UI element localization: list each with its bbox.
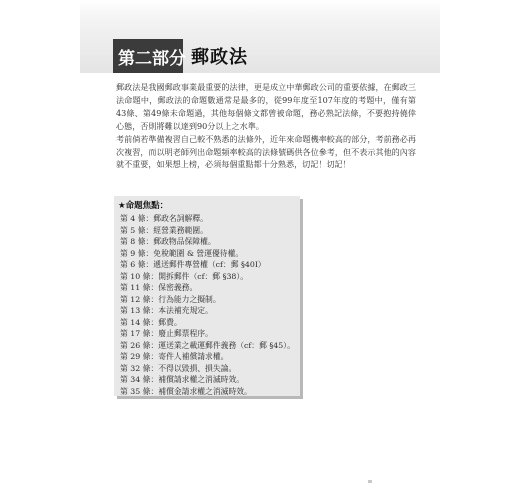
exam-focus-title: ★命題焦點： [118, 201, 169, 211]
part-label: 第二部分 [118, 49, 186, 69]
focus-item: 第 17 條：廢止郵票程序。 [120, 329, 213, 338]
focus-item: 第 34 條：補償請求權之消滅時效。 [120, 375, 245, 384]
focus-item: 第 8 條：郵政物品保障權。 [120, 237, 216, 246]
focus-item: 第 13 條：本法補充規定。 [120, 306, 213, 315]
focus-item: 第 4 條：郵政名詞解釋。 [120, 214, 208, 223]
focus-item: 第 26 條：運送業之載運郵件義務（cf：郵 §45）。 [120, 340, 295, 350]
focus-item: 第 6 條：遞送郵件專營權（cf：郵 §40Ⅰ） [120, 260, 266, 269]
focus-item: 第 14 條：郵費。 [120, 317, 182, 327]
intro-text [116, 81, 416, 171]
focus-item: 第 10 條：開拆郵件（cf：郵 §38）。 [120, 271, 249, 281]
focus-item: 第 29 條：寄件人補償請求權。 [120, 352, 229, 361]
page-marker [368, 480, 372, 483]
focus-item: 第 32 條：不得以毀損、損失論。 [120, 363, 237, 373]
focus-item: 第 9 條：免稅範圍 & 營運優待權。 [120, 248, 244, 258]
intro-paragraph-2: 考前倘若準備複習自己較不熟悉的法條外，近年來命題機率較高的部分，考前務必再次複習，而以明老師列出命題頻率較高的法條號碼供各位參考，但不表示其他的內容就不重要，如果想上榜，必須每個重點都十分熟悉，切記！切記！ [116, 133, 416, 170]
focus-item: 第 11 條：保密義務。 [120, 283, 198, 292]
exam-focus-list [120, 213, 295, 397]
focus-item: 第 12 條：行為能力之擬制。 [120, 294, 221, 304]
focus-item: 第 35 條：補償金請求權之消滅時效。 [120, 386, 252, 396]
intro-paragraph-1: 郵政法是我國郵政事業最重要的法律，更是成立中華郵政公司的重要依據，在郵政三法命題中，郵政法的命題數通常是最多的，從99年度至107年度的考題中，僅有第43條、第49條未命題過，其他每個條文都曾被命題，務必熟記法條，不要抱持僥倖心態，否則將難以達到90分以上之水準。 [116, 82, 416, 131]
focus-item: 第 5 條：經營業務範圍。 [120, 225, 208, 235]
page-title: 郵政法 [191, 47, 248, 68]
exam-focus-box [114, 196, 300, 396]
